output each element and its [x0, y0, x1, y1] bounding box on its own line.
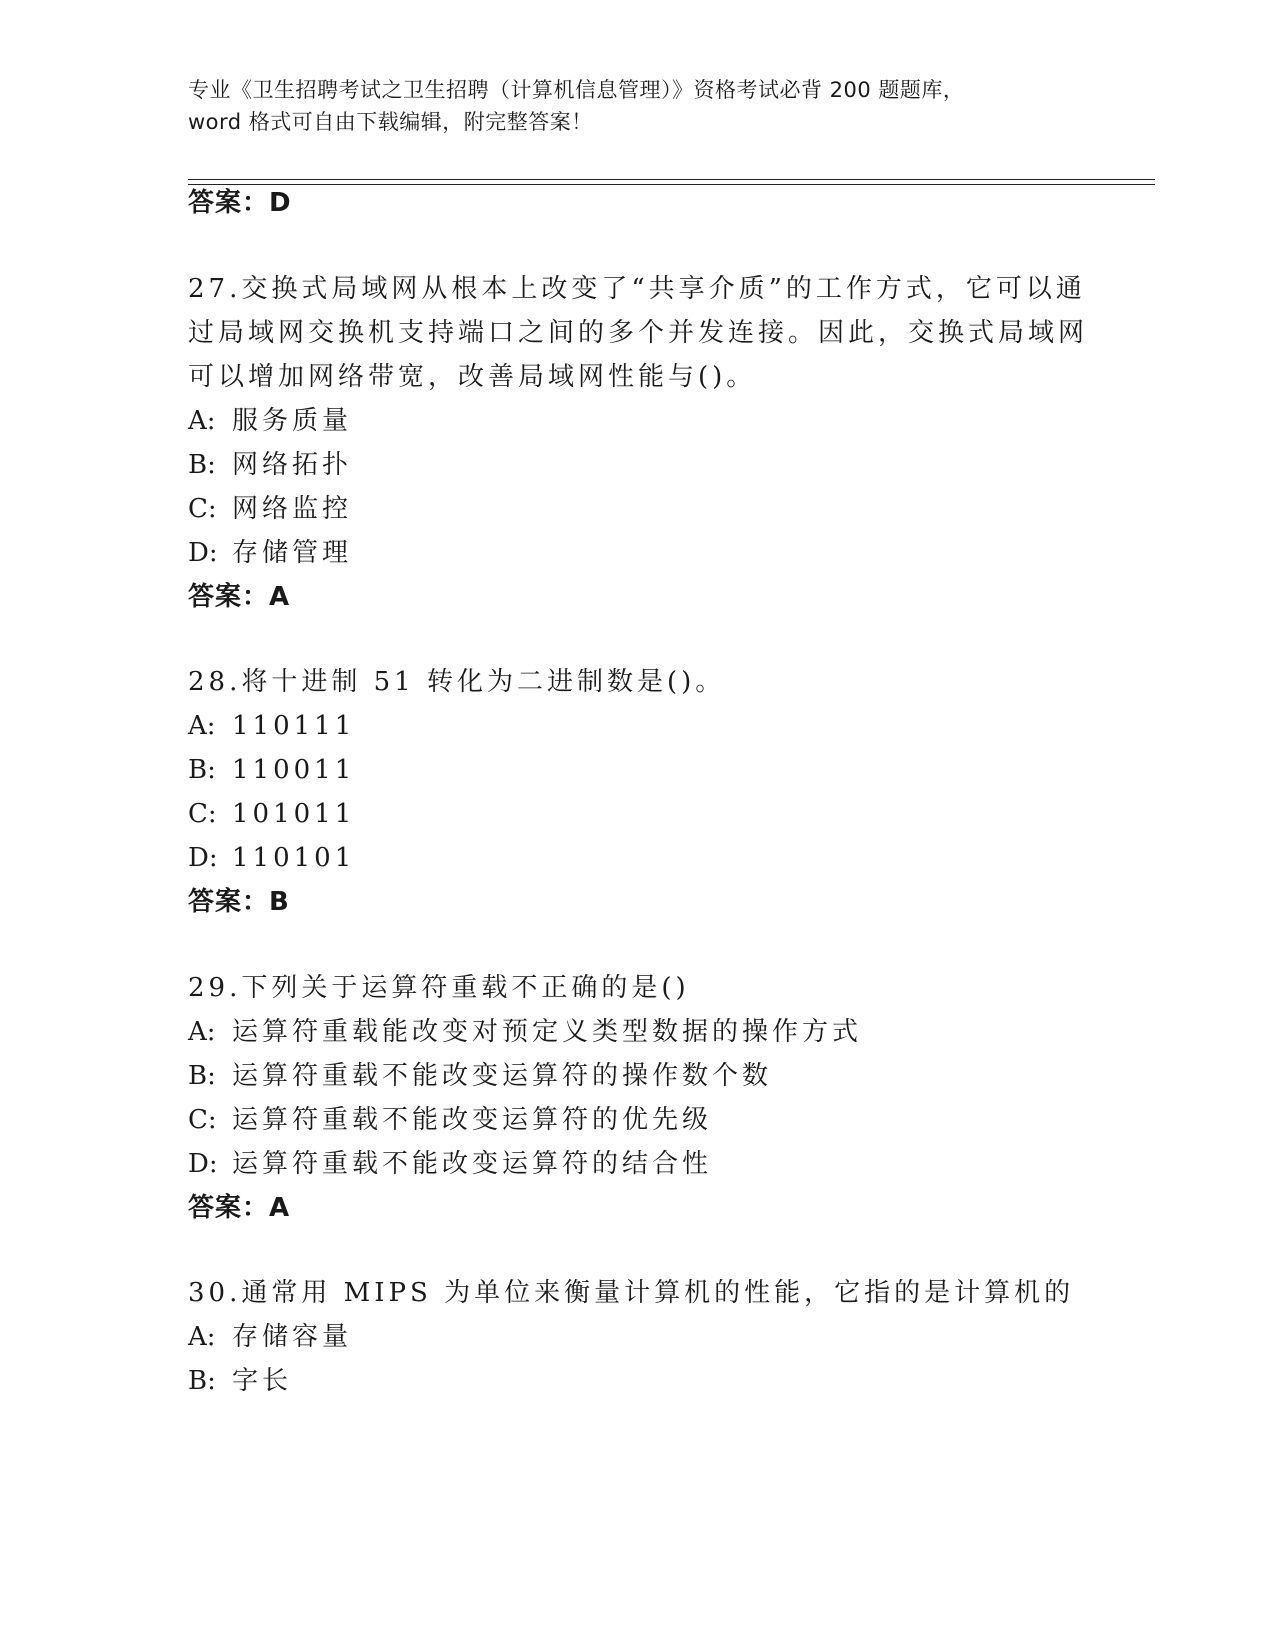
- header-line-1: 专业《卫生招聘考试之卫生招聘（计算机信息管理）》资格考试必背 200 题题库，: [188, 78, 965, 102]
- answer-27: 答案：A: [188, 582, 291, 612]
- option-b: [188, 753, 355, 787]
- option-key: C:: [188, 494, 217, 524]
- option-d: [188, 841, 355, 875]
- option-b: [188, 1364, 292, 1398]
- option-key: A:: [188, 1322, 216, 1352]
- option-text: 110101: [232, 843, 356, 873]
- option-key: B:: [188, 755, 216, 785]
- option-text: 110011: [232, 755, 356, 785]
- option-text: 运算符重载能改变对预定义类型数据的操作方式: [232, 1017, 863, 1047]
- header-divider-bottom: [188, 184, 1155, 185]
- option-a: [188, 1320, 352, 1354]
- option-text: 网络拓扑: [232, 450, 353, 480]
- option-key: A:: [188, 711, 216, 741]
- option-key: B:: [188, 1061, 216, 1091]
- option-text: 101011: [232, 799, 356, 829]
- question-stem-line: 过局域网交换机支持端口之间的多个并发连接。因此，交换式局域网: [188, 318, 1089, 348]
- option-b: [188, 1059, 772, 1093]
- option-text: 网络监控: [232, 494, 353, 524]
- option-b: [188, 448, 352, 482]
- option-key: C:: [188, 1105, 217, 1135]
- option-key: C:: [188, 799, 217, 829]
- option-key: B:: [188, 1366, 216, 1396]
- option-a: [188, 404, 352, 438]
- option-text: 110111: [232, 711, 356, 741]
- option-key: D:: [188, 1149, 218, 1179]
- header-divider-top: [188, 179, 1155, 180]
- answer-26: 答案：D: [188, 188, 292, 218]
- option-key: D:: [188, 843, 218, 873]
- option-key: A:: [188, 406, 216, 436]
- document-header: [188, 74, 1088, 138]
- header-line-2: word 格式可自由下载编辑，附完整答案！: [188, 110, 593, 134]
- option-text: 服务质量: [232, 406, 353, 436]
- option-d: [188, 536, 352, 570]
- option-c: [188, 797, 355, 831]
- question-stem-line: 27.交换式局域网从根本上改变了“共享介质”的工作方式，它可以通: [188, 274, 1086, 304]
- option-a: [188, 1015, 862, 1049]
- option-d: [188, 1147, 712, 1181]
- option-text: 运算符重载不能改变运算符的优先级: [232, 1105, 713, 1135]
- option-key: A:: [188, 1017, 216, 1047]
- option-text: 存储容量: [232, 1322, 353, 1352]
- option-key: D:: [188, 538, 218, 568]
- option-text: 存储管理: [232, 538, 353, 568]
- answer-29: 答案：A: [188, 1193, 291, 1223]
- option-c: [188, 1103, 712, 1137]
- option-a: [188, 709, 355, 743]
- option-text: 字长: [232, 1366, 293, 1396]
- option-c: [188, 492, 352, 526]
- question-stem-line: 28.将十进制 51 转化为二进制数是()。: [188, 667, 726, 697]
- option-text: 运算符重载不能改变运算符的操作数个数: [232, 1061, 773, 1091]
- question-stem-line: 29.下列关于运算符重载不正确的是(): [188, 973, 690, 1003]
- question-stem-line: 30.通常用 MIPS 为单位来衡量计算机的性能，它指的是计算机的: [188, 1278, 1075, 1308]
- option-key: B:: [188, 450, 216, 480]
- answer-28: 答案：B: [188, 887, 290, 917]
- option-text: 运算符重载不能改变运算符的结合性: [232, 1149, 713, 1179]
- question-stem-line: 可以增加网络带宽，改善局域网性能与()。: [188, 362, 757, 392]
